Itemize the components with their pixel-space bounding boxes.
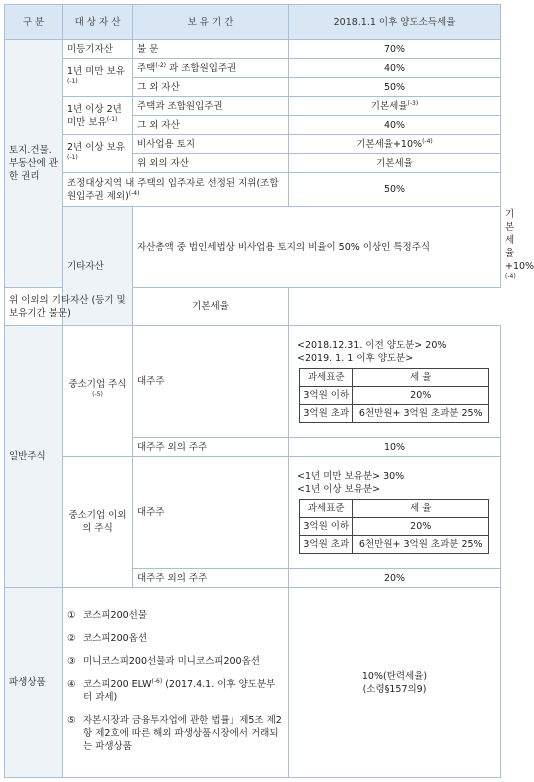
stocks-sme-label: 중소기업 주식$^{(-5)}$ [63, 326, 133, 457]
bracket-head-base: 과세표준 [300, 368, 353, 386]
land-adjusted-text: 조정대상지역 내 주택의 입주자로 선정된 지위(조합원입주권 제외)$^{(-4)}$ [63, 173, 289, 207]
stocks-sme-major-line1: <2018.12.31. 이전 양도분> 20% [297, 339, 447, 351]
land-1to2-other: 그 외 자산 [133, 116, 289, 135]
stocks-sme-bracket-table [299, 368, 489, 423]
derivative-item: ② 코스피200옵션 [67, 632, 148, 644]
bracket-r2-base: 3억원 초과 [300, 404, 353, 422]
land-1to2-other-rate: 40% [289, 116, 501, 135]
stocks-sme-minor-rate: 10% [289, 438, 501, 457]
derivative-item: ⑤ 자본시장과 금융투자업에 관한 법률」제5조 제2항 제2호에 따른 해외 파생상품시장에서 거래되는 파생상품 [67, 714, 282, 752]
land-under1-other-rate: 50% [289, 78, 501, 97]
land-adjusted-rate: 50% [289, 173, 501, 207]
derivative-item: ③ 미니코스피200선물과 미니코스피200옵션 [67, 655, 260, 667]
land-1to2-label: 1년 이상 2년 미만 보유$^{(-1)}$ [63, 97, 133, 135]
other-assets-row2-text: 위 이외의 기타자산 (등기 및 보유기간 불문) [5, 288, 133, 326]
bracket-head-rate: 세 율 [353, 368, 489, 386]
stocks-nonsme-minor-rate: 20% [289, 569, 501, 588]
land-1to2-housing-rate: 기본세율$^{(-3)}$ [289, 97, 501, 116]
stocks-sme-major-label: 대주주 [133, 326, 289, 438]
stocks-nonsme-minor-label: 대주주 외의 주주 [133, 569, 289, 588]
derivatives-list [63, 588, 289, 778]
header-category: 구 분 [5, 5, 63, 40]
stocks-nonsme-major-line1: <1년 미만 보유분> 30% [297, 470, 405, 482]
derivative-item: ④ 코스피200 $ELW^{(-6)}$ (2017.4.1. 이후 양도분부터 과세) [67, 677, 276, 703]
stocks-sme-major-line2: <2019. 1. 1 이후 양도분> [297, 352, 414, 364]
bracket-r1-base: 3억원 이하 [300, 386, 353, 404]
other-assets-row1-text: 자산총액 중 법인세법상 비사업용 토지의 비율이 50% 이상인 특정주식 [133, 207, 501, 288]
land-1to2-housing: 주택과 조합원입주권 [133, 97, 289, 116]
stocks-sme-major-rates [289, 326, 501, 438]
stocks-nonsme-bracket-table [299, 499, 489, 554]
land-over2-other: 위 외의 자산 [133, 154, 289, 173]
category-land: 토지.건물. 부동산에 관한 권리 [5, 40, 63, 288]
bracket-r2-rate: 6천만원+ 3억원 초과분 25% [353, 404, 489, 422]
bracket-head-base: 과세표준 [300, 499, 353, 517]
stocks-nonsme-major-label: 대주주 [133, 457, 289, 569]
other-assets-row2-rate: 기본세율 [133, 288, 289, 326]
tax-rate-table: 구 분 대 상 자 산 보 유 기 간 2018.1.1 이후 양도소득세율 토지.건물. 부동산에 관한 권리 미등기자산 불 문 70% 1년 미만 보유$^{(-1)}$ 주택$^{(-2)}$ 과 조합원입주권 40% 그 외 자산 50% 1년 이상 2년 미만 보유$^{(-1)}$ 주택과 조합원입주권 기본세율$^{(-3)}$ 그 외 자산 40% 2년 이상 보유$^{(-1)}$ 비사업용 토지 기본세율+10%$^{(-4)}$ 위 외의 자산 기본세율 조정대상지역 내 주택의 입주자로 선정된 지위(조합원입주권 제외)$^{(-4)}$ 50% 기타자산 자산총액 중 법인세법상 비사업용 토지의 비율이 50% 이상인 특정주식 기본세율+10%$^{(-4)}$ 위 이외의 기타자산 (등기 및 보유기간 불문) 기본세율 일반주식 중소기업 주식$^{(-5)}$ 대주주 <2018.12.31. 이전 양도분> 20% <2019. 1. 1 이후 양도분> 과세표준 세 율 3억원 이하 20% 3억원 초과 6천만원+ 3억원 초과분 25% 대주주 외의 주주 10% 중소기업 이외의 주식 대주주 <1년 미만 보유분> 30% <1년 이상 보유분> 과세표준 세 율 3억원 이하 20% 3억원 초과 6천만원+ 3억원 초과분 25% 대주주 외의 주주 20% 파생상품 ① 코스피200선물 ② 코스피200옵션 ③ 미니코스피200선물과 미니코스피200옵션 ④ 코스피200 $ELW^{(-6)}$ (2017.4.1. 이후 양도분부터 과세) ⑤ 자본시장과 금융투자업에 관한 법률」제5조 제2항 제2호에 따른 해외 파생상품시장에서 거래되는 파생상품 10%(탄력세율) (소령§157의9) [4, 4, 501, 778]
derivatives-rate-ref: (소령§157의9) [362, 683, 427, 695]
category-derivatives: 파생상품 [5, 588, 63, 778]
header-row [5, 5, 501, 40]
stocks-sme-minor-label: 대주주 외의 주주 [133, 438, 289, 457]
land-under1-other: 그 외 자산 [133, 78, 289, 97]
bracket-r1-base: 3억원 이하 [300, 517, 353, 535]
bracket-r2-rate: 6천만원+ 3억원 초과분 25% [353, 535, 489, 553]
bracket-r2-base: 3억원 초과 [300, 535, 353, 553]
stocks-nonsme-major-rates [289, 457, 501, 569]
land-over2-other-rate: 기본세율 [289, 154, 501, 173]
category-other-assets: 기타자산 [63, 207, 133, 326]
bracket-r1-rate: 20% [353, 386, 489, 404]
land-over2-label: 2년 이상 보유$^{(-1)}$ [63, 135, 133, 173]
derivatives-rate-cell [289, 588, 501, 778]
derivative-item: ① 코스피200선물 [67, 609, 148, 621]
stocks-nonsme-major-line2: <1년 이상 보유분> [297, 483, 381, 495]
land-over2-nonbiz-rate: 기본세율+10%$^{(-4)}$ [289, 135, 501, 154]
derivatives-rate: 10%(탄력세율) [361, 670, 428, 682]
land-under1-housing-rate: 40% [289, 59, 501, 78]
land-unregistered-period: 불 문 [133, 40, 289, 59]
header-period: 보 유 기 간 [133, 5, 289, 40]
category-stocks: 일반주식 [5, 326, 63, 588]
land-unregistered-label: 미등기자산 [63, 40, 133, 59]
land-unregistered-rate: 70% [289, 40, 501, 59]
land-under1-label: 1년 미만 보유$^{(-1)}$ [63, 59, 133, 97]
bracket-r1-rate: 20% [353, 517, 489, 535]
land-over2-nonbiz: 비사업용 토지 [133, 135, 289, 154]
bracket-head-rate: 세 율 [353, 499, 489, 517]
header-asset: 대 상 자 산 [63, 5, 133, 40]
land-under1-housing: 주택$^{(-2)}$ 과 조합원입주권 [133, 59, 289, 78]
header-rate: 2018.1.1 이후 양도소득세율 [289, 5, 501, 40]
stocks-nonsme-label: 중소기업 이외의 주식 [63, 457, 133, 588]
